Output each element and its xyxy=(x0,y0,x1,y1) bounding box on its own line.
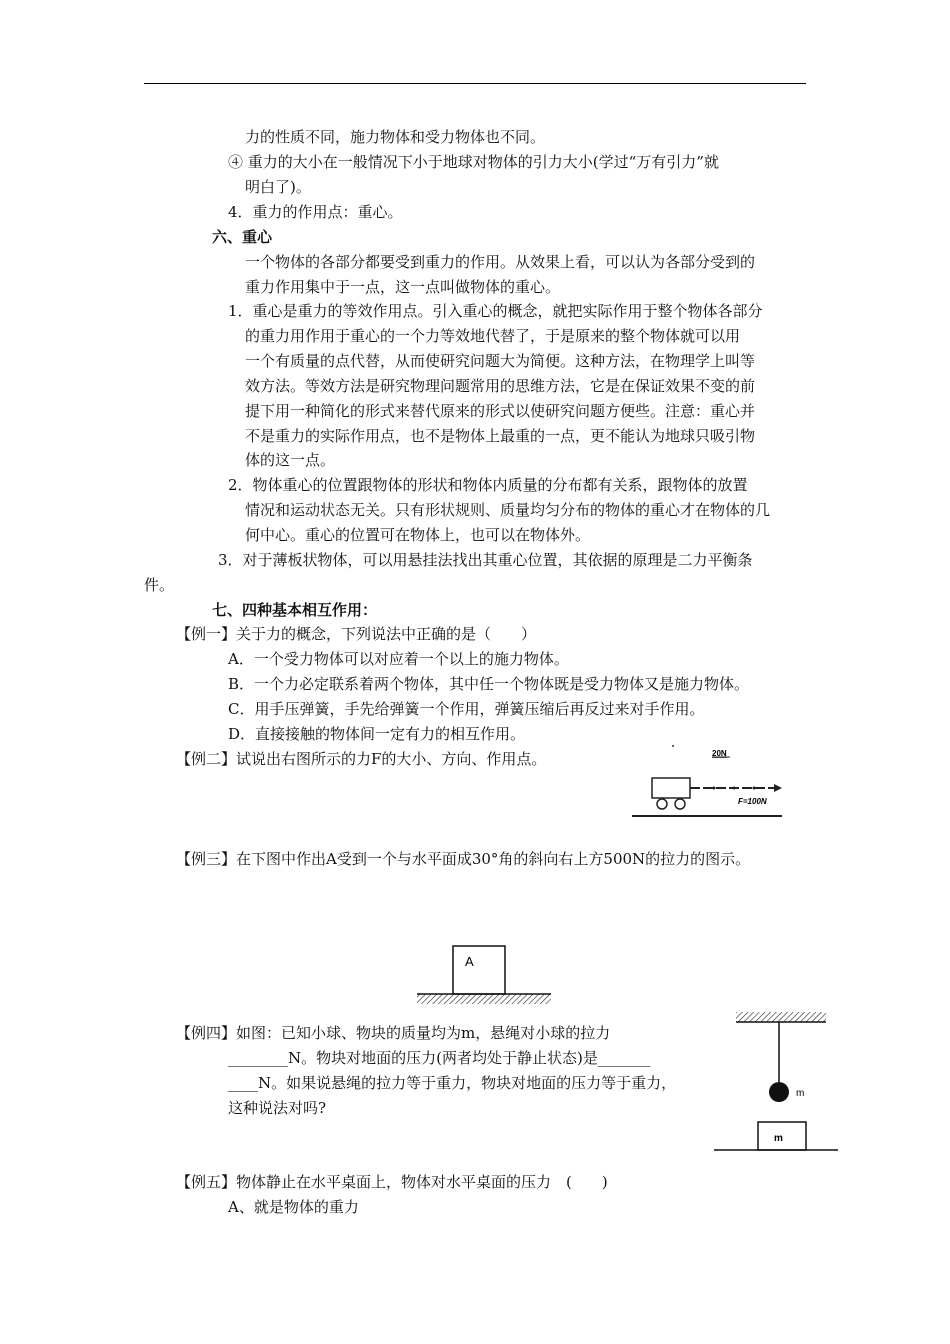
text-line-6: 一个物体的各部分都要受到重力的作用。从效果上看，可以认为各部分受到的 xyxy=(245,253,756,271)
example-1-option-b: B．一个力必定联系着两个物体，其中任一个物体既是受力物体又是施力物体。 xyxy=(228,675,750,693)
ball-block-figure xyxy=(712,1008,842,1156)
example-5-question: 【例五】物体静止在水平桌面上，物体对水平桌面的压力 ( ) xyxy=(176,1173,608,1191)
cart-wheel-left xyxy=(657,799,667,809)
cart-wheel-right xyxy=(675,799,685,809)
header-rule xyxy=(144,83,806,84)
example-4-line-4: 这种说法对吗? xyxy=(228,1099,327,1117)
ball-mass-label: m xyxy=(796,1088,805,1099)
text-line-12: 提下用一种简化的形式来替代原来的形式以使研究问题方便些。注意：重心并 xyxy=(245,402,756,420)
example-5-option-a: A、就是物体的重力 xyxy=(228,1198,359,1216)
text-line-3: 明白了)。 xyxy=(245,178,311,196)
text-line-9: 的重力用作用于重心的一个力等效地代替了，于是原来的整个物体就可以用 xyxy=(245,327,741,345)
text-line-10: 一个有质量的点代替，从而使研究问题大为简便。这种方法，在物理学上叫等 xyxy=(245,352,756,370)
example-2-question: 【例二】试说出右图所示的力F的大小、方向、作用点。 xyxy=(176,750,547,768)
block-a-label: A xyxy=(465,954,474,969)
text-line-2: ④ 重力的大小在一般情况下小于地球对物体的引力大小(学过“万有引力”就 xyxy=(228,153,719,171)
example-1-option-c: C．用手压弹簧，手先给弹簧一个作用，弹簧压缩后再反过来对手作用。 xyxy=(228,700,705,718)
example-3-question: 【例三】在下图中作出A受到一个与水平面成30°角的斜向右上方500N的拉力的图示。 xyxy=(176,850,751,868)
block-a xyxy=(453,946,505,994)
example-4-line-3: ____N。如果说悬绳的拉力等于重力，物块对地面的压力等于重力， xyxy=(228,1074,677,1092)
text-line-7: 重力作用集中于一点，这一点叫做物体的重心。 xyxy=(245,278,561,296)
text-line-1: 力的性质不同，施力物体和受力物体也不同。 xyxy=(245,128,546,146)
ball xyxy=(769,1082,789,1102)
ground-hatch xyxy=(417,994,551,1004)
section-heading-7: 七、四种基本相互作用： xyxy=(212,601,378,619)
section-heading-6: 六、重心 xyxy=(212,228,273,246)
example-1-option-d: D．直接接触的物体间一定有力的相互作用。 xyxy=(228,725,526,743)
text-line-8: 1．重心是重力的等效作用点。引入重心的概念，就把实际作用于整个物体各部分 xyxy=(228,302,763,320)
cart-force-figure xyxy=(630,742,790,822)
ceiling-hatch xyxy=(736,1012,826,1022)
scale-label: 20N xyxy=(712,749,727,758)
example-1-question: 【例一】关于力的概念，下列说法中正确的是（ ） xyxy=(176,625,537,643)
text-line-18: 3．对于薄板状物体，可以用悬挂法找出其重心位置，其依据的原理是二力平衡条 xyxy=(218,551,753,569)
cart-body xyxy=(652,778,690,798)
text-line-17: 何中心。重心的位置可在物体上，也可以在物体外。 xyxy=(245,526,591,544)
text-line-16: 情况和运动状态无关。只有形状规则、质量均匀分布的物体的重心才在物体的几 xyxy=(245,501,771,519)
force-label: F=100N xyxy=(738,797,767,806)
text-line-11: 效方法。等效方法是研究物理问题常用的思维方法，它是在保证效果不变的前 xyxy=(245,377,756,395)
text-line-19: 件。 xyxy=(144,576,175,594)
block-a-figure xyxy=(415,942,555,1012)
text-line-14: 体的这一点。 xyxy=(245,451,336,469)
text-line-13: 不是重力的实际作用点，也不是物体上最重的一点，更不能认为地球只吸引物 xyxy=(245,427,756,445)
text-line-15: 2．物体重心的位置跟物体的形状和物体内质量的分布都有关系，跟物体的放置 xyxy=(228,476,748,494)
example-1-option-a: A．一个受力物体可以对应着一个以上的施力物体。 xyxy=(228,650,569,668)
text-line-4: 4．重力的作用点：重心。 xyxy=(228,203,403,221)
example-4-line-1: 【例四】如图：已知小球、物块的质量均为m，悬绳对小球的拉力 xyxy=(176,1024,611,1042)
example-4-line-2: ________N。物块对地面的压力(两者均处于静止状态)是_______ xyxy=(228,1049,651,1067)
block-mass-label: m xyxy=(774,1133,783,1144)
